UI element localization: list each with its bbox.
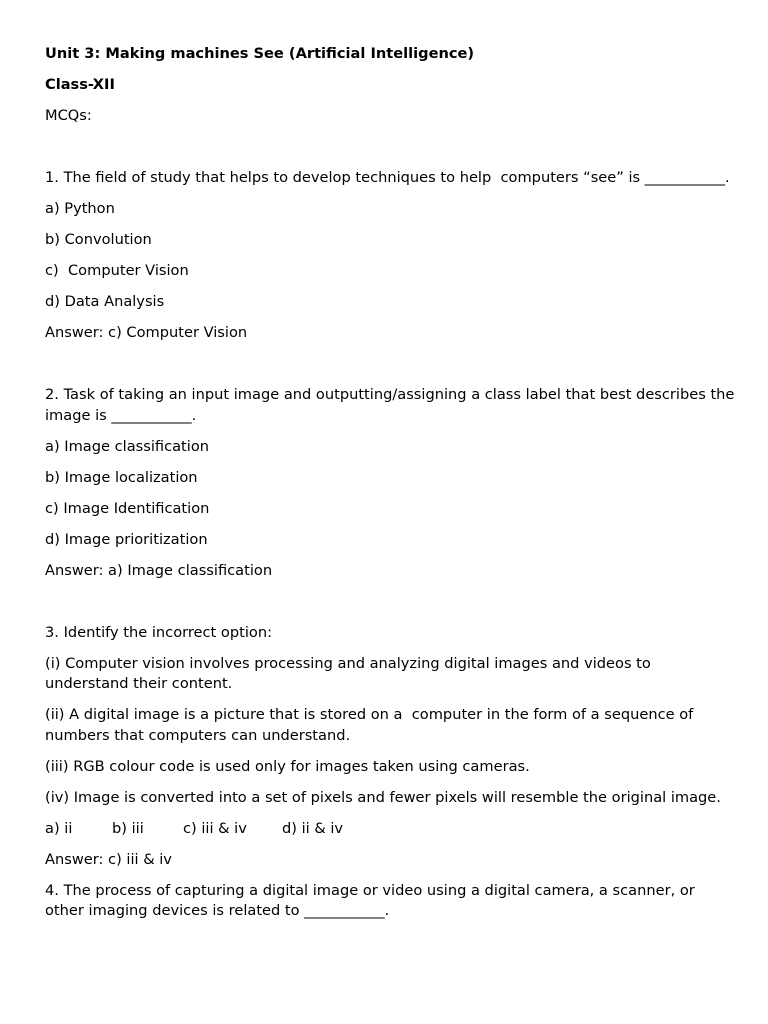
section-label: MCQs:	[45, 107, 92, 124]
answer: Answer: c) Computer Vision	[45, 324, 248, 341]
question-stem: 4. The process of capturing a digital image or video using a digital camera, a scanner, or other imaging devices is related to ___________.	[45, 881, 700, 919]
option-b: b) Image localization	[45, 468, 198, 486]
answer: Answer: c) iii & iv	[45, 850, 172, 868]
spacer	[45, 354, 735, 385]
option-c: c) iii & iv	[183, 819, 247, 837]
statement-i: (i) Computer vision involves processing and analyzing digital images and videos to understand their content.	[45, 654, 656, 692]
class-label: Class-XII	[45, 76, 115, 93]
option-d: d) ii & iv	[282, 819, 344, 837]
option-a: a) ii	[45, 819, 73, 837]
question-4	[45, 881, 735, 922]
statement-iv: (iv) Image is converted into a set of pixels and fewer pixels will resemble the original image.	[45, 788, 721, 806]
question-stem: 2. Task of taking an input image and outputting/assigning a class label that best describes the image is ___________.	[45, 386, 740, 424]
option-c: c) Computer Vision	[45, 262, 189, 279]
option-b: b) Convolution	[45, 231, 152, 248]
spacer	[45, 137, 735, 168]
question-stem: 3. Identify the incorrect option:	[45, 623, 272, 641]
document-title: Unit 3: Making machines See (Artificial Intelligence)	[45, 45, 475, 62]
option-d: d) Image prioritization	[45, 530, 208, 548]
question-2	[45, 385, 740, 581]
question-stem: 1. The field of study that helps to develop techniques to help computers “see” is ___________.	[45, 169, 730, 186]
statement-ii: (ii) A digital image is a picture that is stored on a computer in the form of a sequence of numbers that computers can understand.	[45, 706, 698, 744]
answer: Answer: a) Image classification	[45, 561, 273, 579]
options-row	[45, 819, 735, 840]
question-1	[45, 168, 735, 344]
statement-iii: (iii) RGB colour code is used only for images taken using cameras.	[45, 757, 530, 775]
option-c: c) Image Identification	[45, 499, 210, 517]
question-3	[45, 623, 735, 871]
option-d: d) Data Analysis	[45, 293, 165, 310]
option-a: a) Python	[45, 200, 115, 217]
option-a: a) Image classification	[45, 437, 210, 455]
spacer	[45, 592, 735, 623]
option-b: b) iii	[112, 819, 144, 837]
document-page	[45, 44, 740, 932]
